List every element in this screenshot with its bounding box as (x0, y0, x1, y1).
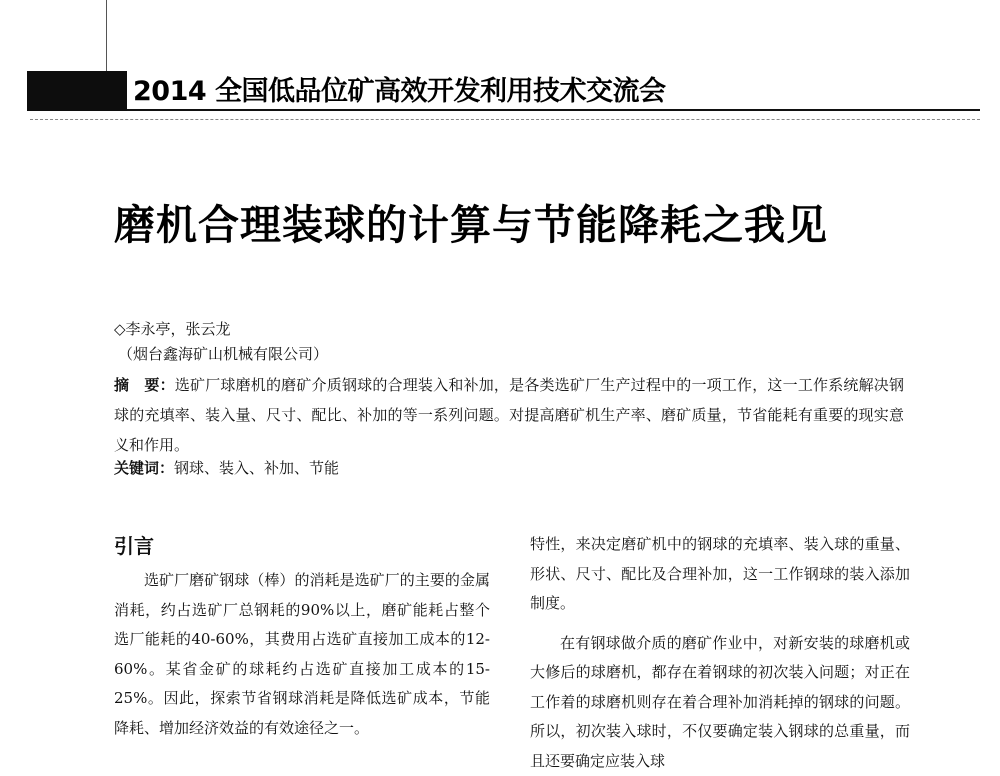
header-black-block (27, 71, 127, 111)
affiliation: （烟台鑫海矿山机械有限公司） (118, 343, 328, 365)
right-paragraph-continued: 特性，来决定磨矿机中的钢球的充填率、装入球的重量、形状、尺寸、配比及合理补加，这一工作钢球的装入添加制度。 (530, 530, 910, 619)
right-column (530, 530, 910, 776)
abstract-label: 摘 要： (114, 376, 175, 394)
abstract (114, 370, 904, 460)
conference-title: 2014 全国低品位矿高效开发利用技术交流会 (133, 72, 666, 112)
section-heading-introduction: 引言 (114, 530, 490, 562)
left-column (114, 530, 490, 743)
right-paragraph: 在有钢球做介质的磨矿作业中，对新安装的球磨机或大修后的球磨机，都存在着钢球的初次装入问题；对正在工作着的球磨机则存在着合理补加消耗掉的钢球的问题。所以，初次装入球时，不仅要确定装入钢球的总重量，而且还要确定应装入球 (530, 629, 910, 776)
keywords (114, 455, 339, 481)
authors: ◇李永亭，张云龙 (114, 318, 231, 340)
intro-paragraph: 选矿厂磨矿钢球（棒）的消耗是选矿厂的主要的金属消耗，约占选矿厂总钢耗的90%以上，磨矿能耗占整个选厂能耗的40-60%，其费用占选矿直接加工成本的12-60%。某省金矿的球耗约占选矿直接加工成本的15-25%。因此，探索节省钢球消耗是降低选矿成本，节能降耗、增加经济效益的有效途径之一。 (114, 566, 490, 743)
abstract-text: 选矿厂球磨机的磨矿介质钢球的合理装入和补加，是各类选矿厂生产过程中的一项工作，这一工作系统解决钢球的充填率、装入量、尺寸、配比、补加的等一系列问题。对提高磨矿机生产率、磨矿质量，节省能耗有重要的现实意义和作用。 (114, 376, 904, 454)
header-rule-dashed (30, 119, 980, 120)
article-title: 磨机合理装球的计算与节能降耗之我见 (114, 195, 828, 255)
header-rule (127, 109, 980, 111)
keywords-text: 钢球、装入、补加、节能 (174, 459, 339, 477)
keywords-label: 关键词： (114, 459, 174, 477)
